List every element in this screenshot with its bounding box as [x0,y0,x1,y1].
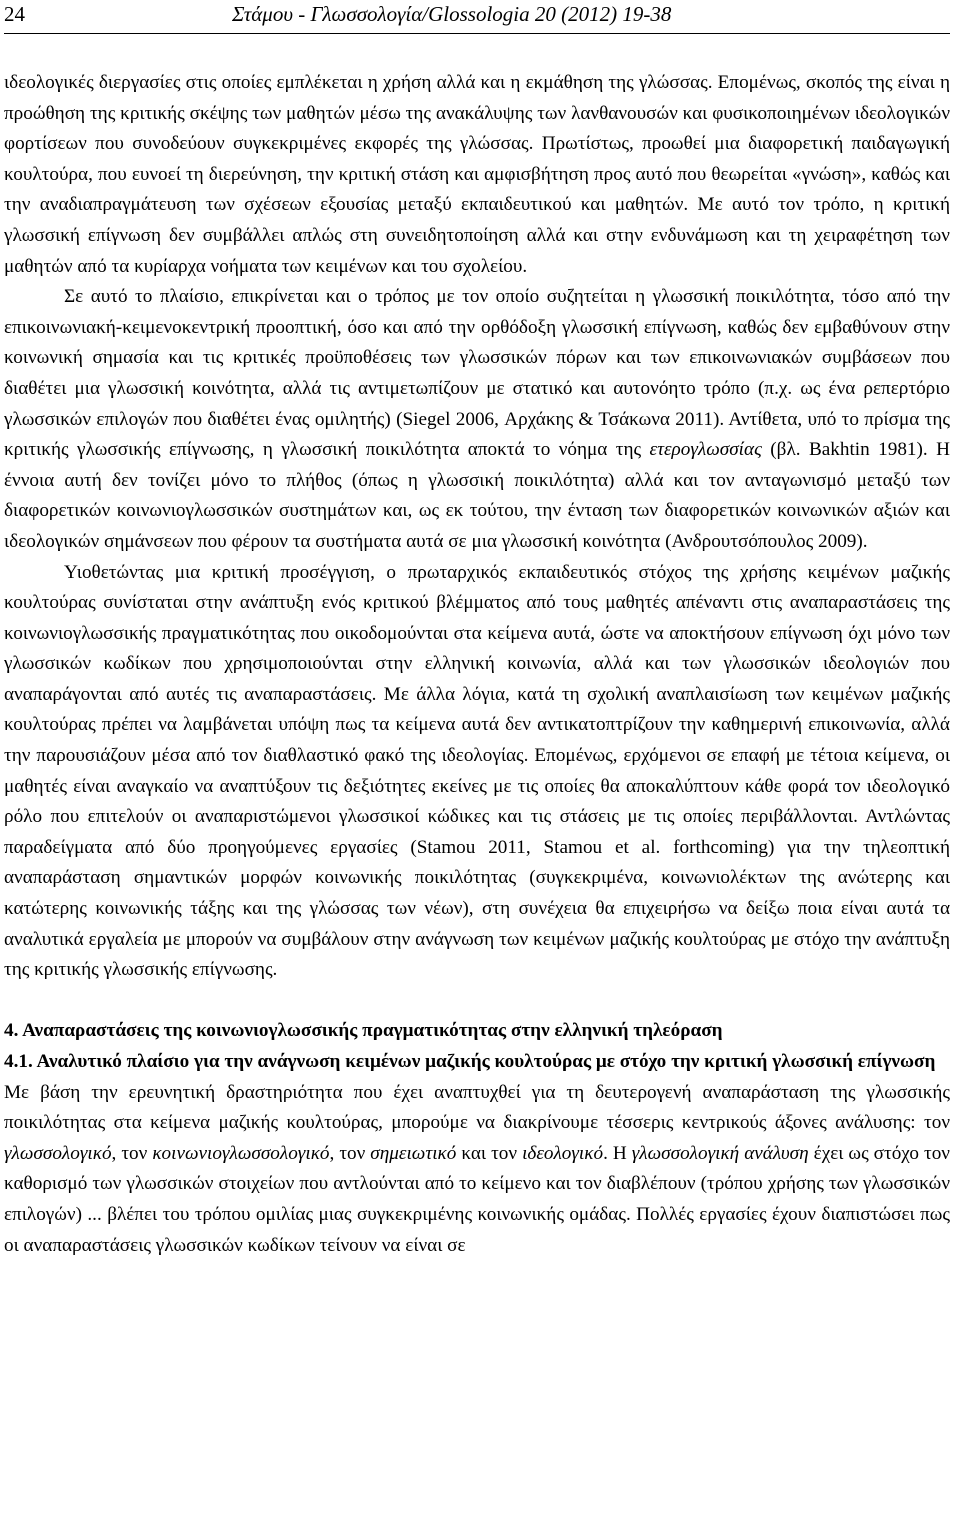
page-number: 24 [4,2,25,26]
section-spacer [4,986,950,1017]
p4-text-5: . Η [603,1142,632,1164]
p4-term-ideological: ιδεολογικό [522,1142,604,1164]
paragraph-2-part-b: (βλ. Bakhtin 1981). Η έννοια αυτή δεν τονίζει μόνο το πλήθος (όπως η γλωσσική ποικιλότητα) αλλά και τον ανταγωνισμό μεταξύ των διαφορετικών κοινωνιογλωσσικών συστημάτων και, ως εκ τούτου, την ένταση των διαφορετικών κοινωνικών αξιών και ιδεολογικών σημάνσεων που φέρουν τα συστήματα αυτά σε μια γλωσσική κοινότητα (Ανδρουτσόπουλος 2009). [4,439,950,552]
p4-text-4: και τον [456,1142,523,1164]
p4-text-7: βλέπει του τρόπου ομιλίας μιας συγκεκριμένης κοινωνικής ομάδας. Πολλές εργασίες έχουν διαπιστώσει πως οι αναπαραστάσεις γλωσσικών κωδίκων τείνουν να είναι σε [4,1203,950,1256]
p4-term-sociolinguistic: κοινωνιογλωσσολογικό [152,1142,330,1164]
p4-term-semiotic: σημειωτικό [370,1142,457,1164]
running-head: Στάμου - Γλωσσολογία/Glossologia 20 (2012) 19-38 [232,2,672,26]
p4-term-linguistic-analysis: γλωσσολογική ανάλυση [631,1142,809,1164]
paragraph-2 [4,282,950,557]
paragraph-1: ιδεολογικές διεργασίες στις οποίες εμπλέκεται η χρήση αλλά και η εκμάθηση της γλώσσας. Επομένως, σκοπός της είναι η προώθηση της κριτικής σκέψης των μαθητών μέσω της ανακάλυψης των λανθανουσών και φυσικοποιημένων ιδεολογικών φορτίσεων που συνοδεύουν συγκεκριμένες εκφορές της γλώσσας. Πρωτίστως, προωθεί μια διαφορετική παιδαγωγική κουλτούρα, που ευνοεί τη διερεύνηση, την κριτική στάση και αμφισβήτηση προς αυτό που θεωρείται «γνώση», καθώς και την αναδιαπραγμάτευση των σχέσεων εξουσίας μεταξύ εκπαιδευτικού και μαθητών. Με αυτό τον τρόπο, η κριτική γλωσσική επίγνωση δεν συμβάλλει απλώς στη συνειδητοποίηση αλλά και στην ενδυνάμωση και τη χειραφέτηση των μαθητών από τα κυρίαρχα νοήματα των κειμένων και του σχολείου. [4,72,950,277]
paragraph-4 [4,1078,950,1262]
page-header [4,0,950,28]
section-heading-4: 4. Αναπαραστάσεις της κοινωνιογλωσσικής πραγματικότητας στην ελληνική τηλεόραση [4,1020,723,1042]
term-heteroglossia: ετερογλωσσίας [649,439,762,461]
section-heading-4-1: 4.1. Αναλυτικό πλαίσιο για την ανάγνωση κειμένων μαζικής κουλτούρας με στόχο την κριτική γλωσσική επίγνωση [4,1051,936,1072]
body-text [4,68,950,1261]
paragraph-2-part-a: Σε αυτό το πλαίσιο, επικρίνεται και ο τρόπος με τον οποίο συζητείται η γλωσσική ποικιλότητα, τόσο από την επικοινωνιακή-κειμενοκεντρική προοπτική, όσο και από την ορθόδοξη γλωσσική επίγνωση, καθώς δεν εμβαθύνουν στην κοινωνική σημασία και τις κριτικές προϋποθέσεις των γλωσσικών πόρων και των επικοινωνιακών συμβάσεων που διαθέτει μια γλωσσική κοινότητα, αλλά τις αντιμετωπίζουν με στατικό και αυτονόητο τρόπο (π.χ. ως ένα ρεπερτόριο γλωσσικών επιλογών που διαθέτει ένας ομιλητής) (Siegel 2006, Αρχάκης & Τσάκωνα 2011). Αντίθετα, υπό το πρίσμα της κριτικής γλωσσικής επίγνωσης, η γλωσσική ποικιλότητα αποκτά το νόημα της [4,286,950,461]
header-divider [4,33,950,34]
p4-text-1: Με βάση την ερευνητική δραστηριότητα που έχει αναπτυχθεί για τη δευτερογενή αναπαράσταση της γλωσσικής ποικιλότητας στα κείμενα μαζικής κουλτούρας, μπορούμε να διακρίνουμε τέσσερις κεντρικούς άξονες ανάλυσης: τον [4,1081,950,1134]
p4-term-linguistic: γλωσσολογικό [4,1142,112,1164]
p4-text-2: , τον [111,1142,153,1164]
paragraph-3: Υιοθετώντας μια κριτική προσέγγιση, ο πρωταρχικός εκπαιδευτικός στόχος της χρήσης κειμένων μαζικής κουλτούρας συνίσταται στην ανάπτυξη ενός κριτικού βλέμματος από τους μαθητές απέναντι στις αναπαραστάσεις της κοινωνιογλωσσικής πραγματικότητας που οικοδομούνται στα κείμενα αυτά, ώστε να αποκτήσουν επίγνωση όχι μόνο των γλωσσικών κωδίκων που χρησιμοποιούνται στην ελληνική κοινωνία, αλλά και των γλωσσικών ιδεολογιών που αναπαράγονται από αυτές τις αναπαραστάσεις. Με άλλα λόγια, κατά τη σχολική αναπλαισίωση των κειμένων μαζικής κουλτούρας πρέπει να λαμβάνεται υπόψη πως τα κείμενα αυτά δεν αντικατοπτρίζουν την καθημερινή επικοινωνία, αλλά την παρουσιάζουν μέσα από τον διαθλαστικό φακό της ιδεολογίας. Επομένως, ερχόμενοι σε επαφή με τέτοια κείμενα, οι μαθητές είναι αναγκαίο να αναπτύξουν τις δεξιότητες εκείνες με τις οποίες θα αποκαλύπτουν κάθε φορά τον ιδεολογικό ρόλο που επιτελούν οι αναπαριστώμενοι γλωσσικοί κώδικες και τις στάσεις με τις οποίες περιβάλλονται. Αντλώντας παραδείγματα από δύο προηγούμενες εργασίες (Stamou 2011, Stamou et al. forthcoming) για την τηλεοπτική αναπαράσταση σημαντικών μορφών κοινωνικής ποικιλότητας (συγκεκριμένα, κοινωνιολέκτων της ανώτερης και κατώτερης κοινωνικής τάξης και της γλώσσας των νέων), στη συνέχεια θα επιχειρήσω να δείξω ποια είναι αυτά τα αναλυτικά εργαλεία με μπορούν να συμβάλουν στην ανάγνωση των κειμένων μαζικής κουλτούρας με στόχο την ανάπτυξη της κριτικής γλωσσικής επίγνωσης. [4,561,950,981]
p4-text-6: έχει ως στόχο τον καθορισμό των γλωσσικών στοιχείων που αντλούνται από το κείμενο και τον διαβλέπουν (τρόπου χρήσης των γλωσσικών επιλογών) ... [4,1142,950,1225]
p4-text-3: , τον [329,1142,371,1164]
